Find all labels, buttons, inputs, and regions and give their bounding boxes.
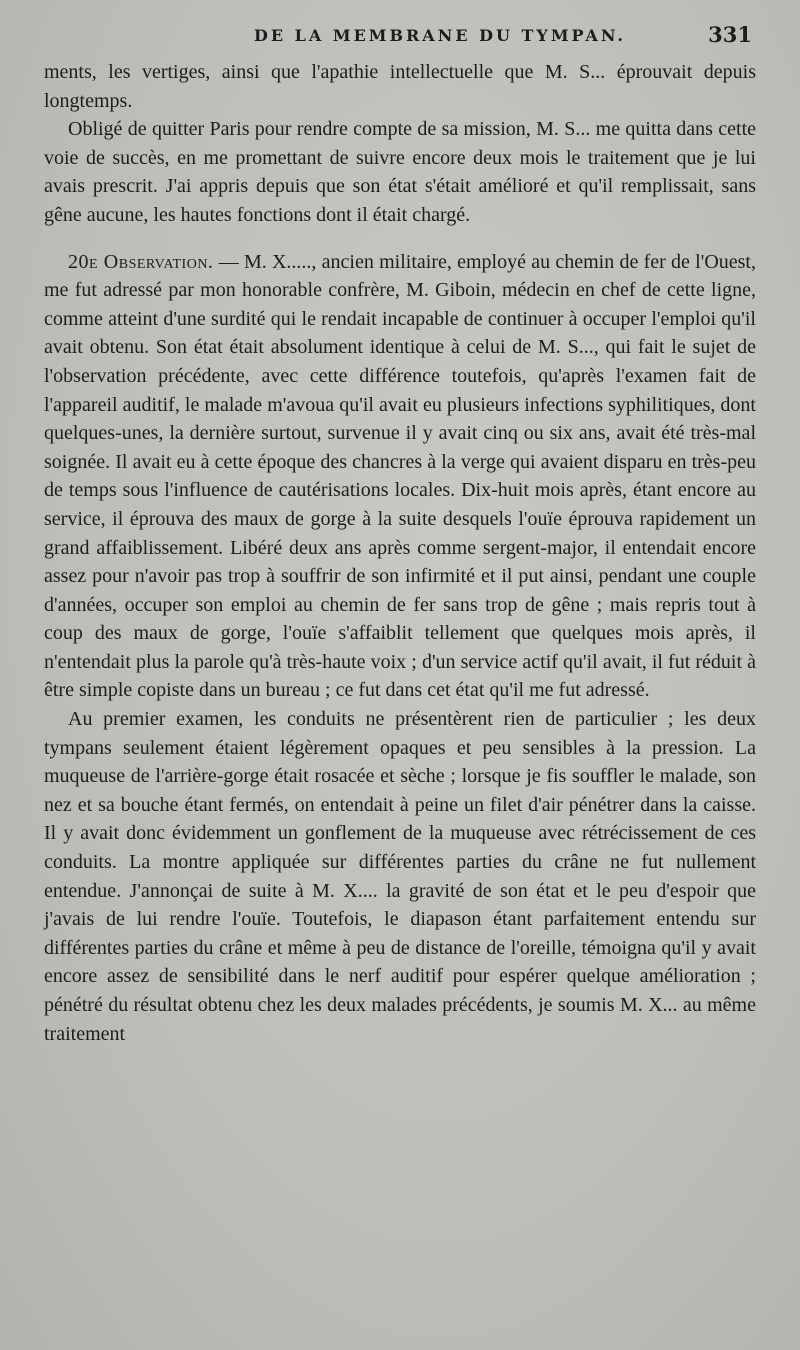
paragraph-first-exam: Au premier examen, les conduits ne présentèrent rien de particulier ; les deux tympans seulement étaient légèrement opaques et peu sensibles à la pression. La muqueuse de l'arrière-gorge était rosacée et sèche ; lorsque je fis souffler le malade, son nez et sa bouche étant fermés, on entendait à peine un filet d'air pénétrer dans la caisse. Il y avait donc évidemment un gonflement de la muqueuse avec rétrécissement de ces conduits. La montre appliquée sur différentes parties du crâne ne fut nullement entendue. J'annonçai de suite à M. X.... la gravité de son état et le peu d'espoir que j'avais de lui rendre l'ouïe. Toutefois, le diapason étant parfaitement entendu sur différentes parties du crâne et même à peu de distance de l'oreille, témoigna qu'il y avait encore assez de sensibilité dans le nerf auditif pour espérer quelque amélioration ; pénétré du résultat obtenu chez les deux malades précédents, je soumis M. X... au même traitement [44,708,756,1045]
page-header [44,18,756,58]
observation-text: — M. X....., ancien militaire, employé au chemin de fer de l'Ouest, me fut adressé par mon honorable confrère, M. Giboin, médecin en chef de cette ligne, comme atteint d'une surdité qui le rendait incapable de continuer à occuper l'emploi qu'il avait obtenu. Son état était absolument identique à celui de M. S..., qui fait le sujet de l'observation précédente, avec cette différence toutefois, qu'après l'examen fait de l'appareil auditif, le malade m'avoua qu'il avait eu plusieurs infections syphilitiques, dont quelques-unes, la dernière surtout, survenue il y avait cinq ou six ans, avait été très-mal soignée. Il avait eu à cette époque des chancres à la verge qui avaient disparu en très-peu de temps sous l'influence de cautérisations locales. Dix-huit mois après, étant encore au service, il éprouva des maux de gorge à la suite desquels l'ouïe éprouva rapidement un grand affaiblissement. Libéré deux ans après comme sergent-major, il entendait encore assez pour n'avoir pas trop à souffrir de son infirmité et il put ainsi, pendant une couple d'années, occuper son emploi au chemin de fer sans trop de gêne ; mais repris tout à coup des maux de gorge, l'ouïe s'affaiblit tellement que quelques mois après, il n'entendait plus la parole qu'à très-haute voix ; d'un service actif qu'il avait, il fut réduit à être simple copiste dans un bureau ; ce fut dans cet état qu'il me fut adressé. [44,250,756,702]
paragraph-continuation: ments, les vertiges, ainsi que l'apathie intellectuelle que M. S... éprouvait depuis longtemps. [44,61,756,112]
body-text [44,58,756,1048]
paragraph-mission: Obligé de quitter Paris pour rendre compte de sa mission, M. S... me quitta dans cette voie de succès, en me promettant de suivre encore deux mois le traitement que je lui avais prescrit. J'ai appris depuis que son état s'était amélioré et qu'il remplissait, sans gêne aucune, les hautes fonctions dont il était chargé. [44,118,756,226]
paragraph-observation-20 [44,248,756,706]
page-number: 331 [708,22,752,47]
running-title: DE LA MEMBRANE DU TYMPAN. [253,26,626,45]
observation-label: 20e Observation. [68,250,214,273]
